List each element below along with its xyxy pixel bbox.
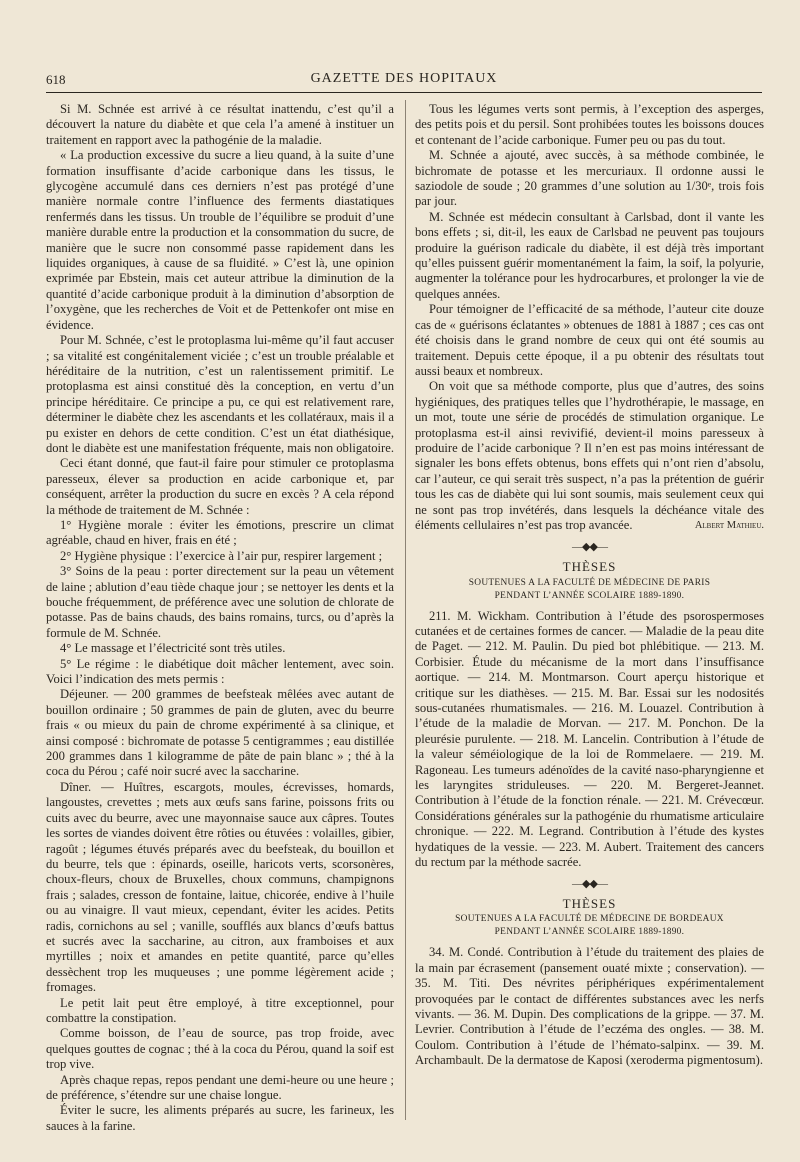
theses-paris-list: 211. M. Wickham. Contribution à l’étude des psorospermoses cutanées et de certaines formes de cancer. — Maladie de la peau dite de Paget. — 212. M. Paulin. Du pied bot phlébitique. — 213. M. Corbisier. Étude du mécanisme de la mort dans l’insuffisance aortique. — 214. M. Montmarson. Court aperçu historique et critique sur les diathèses. — 215. M. Bar. Essai sur les nodosités sous-cutanées rhumatismales. — 216. M. Louazel. Contribution à l’étude de la maladie de Morvan. — 217. M. Ponchon. De la pleurésie purulente. — 218. M. Lancelin. Contribution à l’étude de la valeur séméiologique de la loi de Rommelaere. — 219. M. Ragoneau. Les tumeurs adénoïdes de la cavité naso-pharyngienne et les laryngites striduleuses. — 220. M. Bergeret-Jeannet. Contribution à l’étude de la fonction rénale. — 221. M. Crévecœur. Considérations générales sur la pathogénie du rhumatisme articulaire chronique. — 222. M. Legrand. Contribution à l’étude des kystes hydatiques de la vessie. — 223. M. Aubert. Traitement des cancers du rectum par la méthode sacrée. bbox=[415, 608, 764, 870]
right-column bbox=[415, 102, 764, 1069]
page-header bbox=[46, 68, 762, 93]
paragraph: Dîner. — Huîtres, escargots, moules, écrevisses, homards, langoustes, crevettes ; mets aux œufs sans farine, poissons frits ou cuits avec du beurre, avec une mayonnaise sauce aux câpres. Toutes les sortes de viandes doivent être rôties ou étuvées : volailles, gibier, ragoût ; légumes étuvés préparés avec du beefsteak, du bouillon et du beurre, tels que : épinards, oseille, haricots verts, scorsonères, choux-fleurs, choux de Bruxelles, choux communs, champignons frais ; salades, cresson de fontaine, laitue, chicorée, endive à l’huile ou au vinaigre. Il vaut mieux, cependant, éviter les acides. Petits radis, cornichons au sel ; vanille, soufflés aux blancs d’œufs battus et sucrés avec la saccharine, au citron, aux framboises et aux myrtilles ; noix et amandes en petite quantité, parce qu’elles dessèchent trop les muqueuses ; une pomme légèrement acide ; fromages. bbox=[46, 779, 394, 995]
paragraph: 4° Le massage et l’électricité sont très utiles. bbox=[60, 641, 286, 656]
running-title: GAZETTE DES HOPITAUX bbox=[310, 71, 498, 86]
paragraph: M. Schnée est médecin consultant à Carlsbad, dont il vante les bons effets ; si, dit-il, les eaux de Carlsbad ne peuvent pas toujours produire la guérison radicale du diabète, il est déjà très important qu’elles puissent guérir momentanément la faim, la soif, la polyurie, augmenter la tolérance pour les hydrocarbures, et prolonger la vie de quelques années. bbox=[415, 209, 764, 301]
paragraph: Comme boisson, de l’eau de source, pas trop froide, avec quelques gouttes de cognac ; thé à la coca du Pérou, quand la soif est trop vive. bbox=[46, 1026, 394, 1072]
page-number: 618 bbox=[46, 72, 66, 87]
theses-bordeaux-year: PENDANT L’ANNÉE SCOLAIRE 1889-1890. bbox=[494, 927, 685, 938]
paragraph: Le petit lait peut être employé, à titre exceptionnel, pour combattre la constipation. bbox=[46, 995, 394, 1025]
theses-bordeaux-title: THÈSES bbox=[562, 895, 617, 911]
paragraph: 5° Le régime : le diabétique doit mâcher lentement, avec soin. Voici l’indication des mets permis : bbox=[46, 656, 394, 687]
theses-bordeaux-subtitle: SOUTENUES A LA FACULTÉ DE MÉDECINE DE BORDEAUX bbox=[455, 914, 724, 925]
paragraph: Pour M. Schnée, c’est le protoplasma lui-même qu’il faut accuser ; sa vitalité est congénitalement viciée ; c’est un trouble préalable et héréditaire de la nutrition, c’est un ralentissement primitif. Le protoplasma est ainsi constitué dès la conception, en vertu d’un principe héréditaire. Ce principe a pu, ce qui est relativement rare, déterminer le diabète chez les ascendants et les collatéraux, mais il a pu exister en dehors de cette condition. C’est un état diathésique, dont le diabète est une manifestation fréquente, mais non obligatoire. bbox=[46, 333, 394, 455]
paragraph: Tous les légumes verts sont permis, à l’exception des asperges, des petits pois et du persil. Sont prohibées toutes les boissons douces et contenant de l’acide carbonique. Fumer peu ou pas du tout. bbox=[415, 102, 764, 147]
paragraph: On voit que sa méthode comporte, plus que d’autres, des soins hygiéniques, des pratiques telles que l’hydrothérapie, le massage, en un mot, toute une série de procédés de stimulation organique. Le protoplasma est-il ainsi revivifié, devient-il moins paresseux à produire de l’acide carbonique ? Il n’en est pas moins intéressant de signaler les bons effets obtenus, bons effets qui n’ont rien d’absolu, car l’auteur, ce qui serait très suspect, n’a pas la prétention de guérir tous les cas de diabète qui lui sont soumis, mais seulement ceux qui ne sont pas trop invétérés, dans lesquels la déchéance vitale des éléments cellulaires n’est pas trop avancée. bbox=[415, 379, 764, 532]
paragraph: M. Schnée a ajouté, avec succès, à sa méthode combinée, le bichromate de potasse et les mercuriaux. Il ordonne aussi le saziodole de soude ; 20 grammes d’une solution au 1/30ᵉ, trois fois par jour. bbox=[415, 148, 764, 209]
left-column bbox=[46, 102, 394, 1134]
theses-paris-title: THÈSES bbox=[562, 559, 617, 575]
theses-paris-subtitle: SOUTENUES A LA FACULTÉ DE MÉDECINE DE PARIS bbox=[468, 577, 711, 588]
theses-bordeaux-list: 34. M. Condé. Contribution à l’étude du traitement des plaies de la main par écrasement (pansement ouaté mixte ; conservation). — 35. M. Titi. Des névrites périphériques expérimentalement provoquées par le contact de différentes substances avec les nerfs vivants. — 36. M. Dupin. Des complications de la grippe. — 37. M. Levrier. Contribution à l’étude de l’eczéma des ongles. — 38. M. Coulom. Contribution à l’étude de l’hémato-salpinx. — 39. M. Archambault. De la dermatose de Kaposi (xeroderma pigmentosum). bbox=[415, 945, 764, 1068]
paragraph: Éviter le sucre, les aliments préparés au sucre, les farineux, les sauces à la farine. bbox=[46, 1103, 394, 1133]
paragraph: 3° Soins de la peau : porter directement sur la peau un vêtement de laine ; ablution d’eau tiède chaque jour ; se nettoyer les dents et la bouche fréquemment, de préférence avec une solution de chlorate de potasse. Pas de bains chauds, des bains romains, turcs, ou d’après la formule de M. Schnée. bbox=[46, 564, 394, 640]
theses-paris-year: PENDANT L’ANNÉE SCOLAIRE 1889-1890. bbox=[494, 590, 685, 601]
section-separator: —◆◆— bbox=[572, 540, 607, 553]
paragraph: Ceci étant donné, que faut-il faire pour stimuler ce protoplasma paresseux, élever sa production en acide carbonique et, par conséquent, arrêter la production du sucre en excès ? A cela répond la méthode de traitement de M. Schnée : bbox=[46, 456, 394, 517]
column-divider bbox=[405, 100, 406, 1120]
paragraph: Déjeuner. — 200 grammes de beefsteak mêlées avec autant de bouillon ordinaire ; 50 grammes de pain de gluten, avec du beurre frais « ou mieux du pain de chrome expérimenté à sa clinique, et ainsi composé : bichromate de potasse 5 centigrammes ; eau distillée 200 grammes dans 1 kilogramme de pâte de pain blanc » ; thé à la coca du Pérou ; café noir sucré avec la saccharine. bbox=[46, 687, 394, 779]
section-separator: —◆◆— bbox=[572, 877, 607, 890]
paragraph: 1° Hygiène morale : éviter les émotions, prescrire un climat agréable, chaud en hiver, frais en été ; bbox=[46, 517, 394, 548]
paragraph: Si M. Schnée est arrivé à ce résultat inattendu, c’est qu’il a découvert la nature du diabète et que cela l’a amené à instituer un traitement en rapport avec la pathogénie de la maladie. bbox=[46, 102, 394, 147]
paragraph: Après chaque repas, repos pendant une demi-heure ou une heure ; de préférence, s’étendre sur une chaise longue. bbox=[46, 1072, 394, 1102]
author-signature: Albert Mathieu. bbox=[694, 520, 764, 532]
paragraph: « La production excessive du sucre a lieu quand, à la suite d’une formation insuffisante d’acide carbonique dans les tissus, le glycogène accumulé dans ces derniers n’est pas protégé d’une manière normale contre l’influence des ferments diastatiques renfermés dans les tissus. Un trouble de l’équilibre se produit d’une manière durable entre la production et la consommation du sucre, de manière que le sucre non consommé passe rapidement dans les liquides organiques, à cause de sa fluidité. » C’est là, une opinion exprimée par Ebstein, mais cet auteur attribue la diminution de la quantité d’acide carbonique produit à la diminution d’absorption de l’oxygène, que les recherches de Voit et de Pettenkofer ont mise en évidence. bbox=[46, 148, 394, 332]
paragraph: Pour témoigner de l’efficacité de sa méthode, l’auteur cite douze cas de « guérisons éclatantes » obtenues de 1881 à 1887 ; ces cas ont été choisis dans le grand nombre de ceux qui ont été soumis au traitement. Depuis cette époque, il a pu obtenir des résultats tout aussi beaux et nombreux. bbox=[415, 302, 764, 378]
paragraph: 2° Hygiène physique : l’exercice à l’air pur, respirer largement ; bbox=[60, 548, 383, 563]
